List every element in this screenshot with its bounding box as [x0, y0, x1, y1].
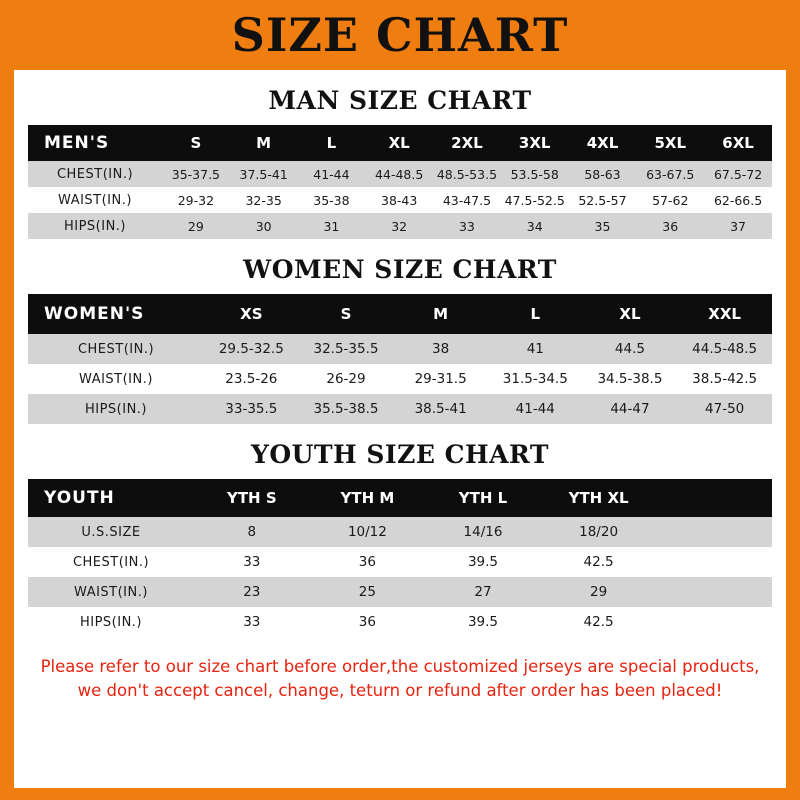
women-header-label: WOMEN'S	[28, 294, 204, 334]
table-row	[28, 517, 772, 547]
men-hips-m: 30	[230, 213, 298, 239]
men-header-s: S	[162, 125, 230, 161]
table-row	[28, 213, 772, 239]
women-hips-xxl: 47-50	[677, 394, 772, 424]
men-waist-3xl: 47.5-52.5	[501, 187, 569, 213]
content-area	[14, 86, 786, 703]
men-chest-3xl: 53.5-58	[501, 161, 569, 187]
men-hips-xl: 32	[365, 213, 433, 239]
women-chest-s: 32.5-35.5	[299, 334, 394, 364]
men-waist-l: 35-38	[298, 187, 366, 213]
women-chest-m: 38	[393, 334, 488, 364]
youth-waist-s: 23	[194, 577, 310, 607]
men-waist-m: 32-35	[230, 187, 298, 213]
youth-ussize-m: 10/12	[310, 517, 426, 547]
men-hips-2xl: 33	[433, 213, 501, 239]
men-hips-label: HIPS(IN.)	[28, 213, 162, 239]
women-hips-l: 41-44	[488, 394, 583, 424]
women-header-xxl: XXL	[677, 294, 772, 334]
youth-waist-spacer	[656, 577, 772, 607]
men-header-5xl: 5XL	[636, 125, 704, 161]
youth-waist-xl: 29	[541, 577, 657, 607]
youth-size-table	[28, 479, 772, 637]
women-size-table	[28, 294, 772, 424]
table-row	[28, 394, 772, 424]
youth-header-xl: YTH XL	[541, 479, 657, 517]
men-size-table	[28, 125, 772, 239]
men-chest-s: 35-37.5	[162, 161, 230, 187]
women-header-l: L	[488, 294, 583, 334]
men-chest-l: 41-44	[298, 161, 366, 187]
men-chest-m: 37.5-41	[230, 161, 298, 187]
women-chest-xxl: 44.5-48.5	[677, 334, 772, 364]
section-man-size-chart	[20, 86, 780, 239]
men-chest-4xl: 58-63	[569, 161, 637, 187]
order-notice-line2: we don't accept cancel, change, teturn or refund after order has been placed!	[77, 680, 723, 700]
men-header-4xl: 4XL	[569, 125, 637, 161]
order-notice-line1: Please refer to our size chart before order,the customized jerseys are special products,	[40, 657, 760, 676]
youth-ussize-xl: 18/20	[541, 517, 657, 547]
youth-waist-l: 27	[425, 577, 541, 607]
men-header-l: L	[298, 125, 366, 161]
men-header-m: M	[230, 125, 298, 161]
women-hips-xl: 44-47	[583, 394, 678, 424]
women-waist-xxl: 38.5-42.5	[677, 364, 772, 394]
women-chest-xs: 29.5-32.5	[204, 334, 299, 364]
bottom-band	[0, 788, 800, 800]
women-waist-xs: 23.5-26	[204, 364, 299, 394]
page-title: SIZE CHART	[231, 8, 569, 62]
youth-ussize-spacer	[656, 517, 772, 547]
women-waist-m: 29-31.5	[393, 364, 488, 394]
table-header-row	[28, 125, 772, 161]
youth-waist-m: 25	[310, 577, 426, 607]
men-waist-4xl: 52.5-57	[569, 187, 637, 213]
women-hips-s: 35.5-38.5	[299, 394, 394, 424]
men-waist-6xl: 62-66.5	[704, 187, 772, 213]
women-chest-l: 41	[488, 334, 583, 364]
men-hips-4xl: 35	[569, 213, 637, 239]
men-header-label: MEN'S	[28, 125, 162, 161]
youth-header-s: YTH S	[194, 479, 310, 517]
table-header-row	[28, 294, 772, 334]
women-hips-m: 38.5-41	[393, 394, 488, 424]
youth-header-m: YTH M	[310, 479, 426, 517]
men-waist-s: 29-32	[162, 187, 230, 213]
men-waist-5xl: 57-62	[636, 187, 704, 213]
section-youth-size-chart	[20, 440, 780, 637]
women-header-s: S	[299, 294, 394, 334]
table-row	[28, 364, 772, 394]
youth-chest-m: 36	[310, 547, 426, 577]
men-header-3xl: 3XL	[501, 125, 569, 161]
youth-header-spacer	[656, 479, 772, 517]
women-chest-xl: 44.5	[583, 334, 678, 364]
youth-chest-xl: 42.5	[541, 547, 657, 577]
women-chest-label: CHEST(IN.)	[28, 334, 204, 364]
table-row	[28, 187, 772, 213]
table-row	[28, 547, 772, 577]
women-hips-label: HIPS(IN.)	[28, 394, 204, 424]
men-chest-6xl: 67.5-72	[704, 161, 772, 187]
men-hips-s: 29	[162, 213, 230, 239]
youth-header-label: YOUTH	[28, 479, 194, 517]
youth-hips-spacer	[656, 607, 772, 637]
women-header-m: M	[393, 294, 488, 334]
women-waist-xl: 34.5-38.5	[583, 364, 678, 394]
youth-chest-spacer	[656, 547, 772, 577]
table-row	[28, 161, 772, 187]
women-header-xs: XS	[204, 294, 299, 334]
section-title-women: WOMEN SIZE CHART	[243, 255, 557, 284]
section-title-man: MAN SIZE CHART	[268, 86, 532, 115]
youth-hips-label: HIPS(IN.)	[28, 607, 194, 637]
men-header-xl: XL	[365, 125, 433, 161]
youth-ussize-label: U.S.SIZE	[28, 517, 194, 547]
men-chest-xl: 44-48.5	[365, 161, 433, 187]
youth-hips-xl: 42.5	[541, 607, 657, 637]
men-hips-5xl: 36	[636, 213, 704, 239]
men-header-6xl: 6XL	[704, 125, 772, 161]
section-title-youth: YOUTH SIZE CHART	[251, 440, 549, 469]
youth-hips-l: 39.5	[425, 607, 541, 637]
table-row	[28, 334, 772, 364]
women-header-xl: XL	[583, 294, 678, 334]
men-chest-2xl: 48.5-53.5	[433, 161, 501, 187]
women-waist-s: 26-29	[299, 364, 394, 394]
youth-header-l: YTH L	[425, 479, 541, 517]
men-hips-3xl: 34	[501, 213, 569, 239]
table-row	[28, 607, 772, 637]
youth-hips-m: 36	[310, 607, 426, 637]
youth-chest-l: 39.5	[425, 547, 541, 577]
section-women-size-chart	[20, 255, 780, 424]
table-header-row	[28, 479, 772, 517]
men-waist-2xl: 43-47.5	[433, 187, 501, 213]
table-row	[28, 577, 772, 607]
men-hips-6xl: 37	[704, 213, 772, 239]
youth-ussize-l: 14/16	[425, 517, 541, 547]
women-waist-l: 31.5-34.5	[488, 364, 583, 394]
youth-chest-label: CHEST(IN.)	[28, 547, 194, 577]
order-notice	[30, 655, 770, 703]
youth-waist-label: WAIST(IN.)	[28, 577, 194, 607]
youth-hips-s: 33	[194, 607, 310, 637]
header-band	[0, 0, 800, 70]
men-waist-xl: 38-43	[365, 187, 433, 213]
women-hips-xs: 33-35.5	[204, 394, 299, 424]
men-waist-label: WAIST(IN.)	[28, 187, 162, 213]
women-waist-label: WAIST(IN.)	[28, 364, 204, 394]
men-hips-l: 31	[298, 213, 366, 239]
men-chest-label: CHEST(IN.)	[28, 161, 162, 187]
youth-ussize-s: 8	[194, 517, 310, 547]
men-header-2xl: 2XL	[433, 125, 501, 161]
youth-chest-s: 33	[194, 547, 310, 577]
men-chest-5xl: 63-67.5	[636, 161, 704, 187]
